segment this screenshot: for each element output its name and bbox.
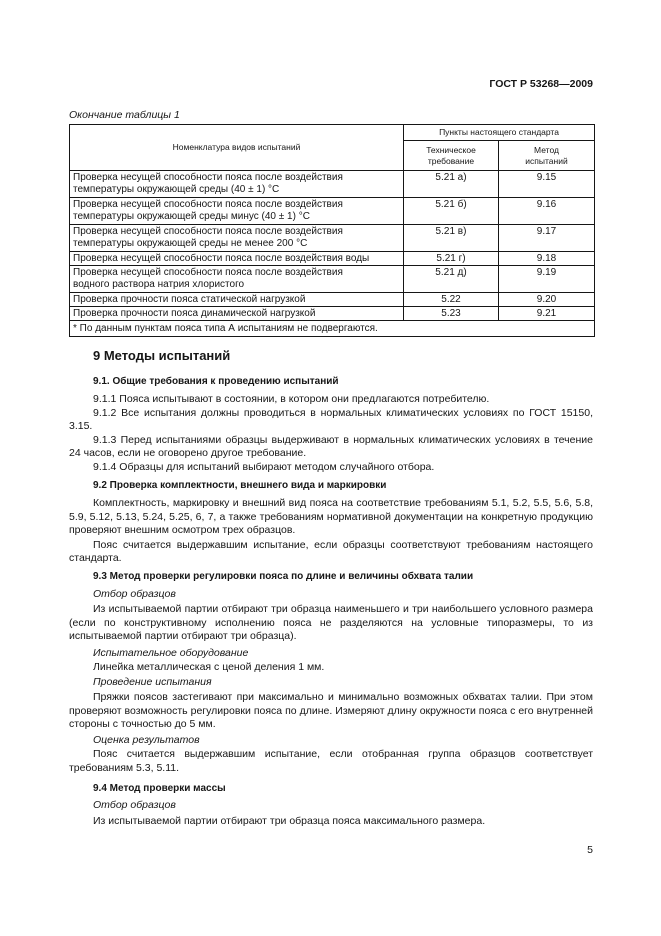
- equipment-subheading: Испытательное оборудование: [93, 647, 249, 659]
- method-clause-cell: 9.20: [499, 293, 595, 307]
- requirement-clause-cell: 5.23: [404, 307, 499, 321]
- clause-9-1-2: 9.1.2 Все испытания должны проводиться в нормальных климатических условиях по ГОСТ 15150, 3.15.: [69, 406, 593, 432]
- mass-sampling-subheading: Отбор образцов: [93, 799, 176, 811]
- table-row: [70, 293, 595, 307]
- requirement-clause-cell: 5.21 д): [404, 266, 499, 293]
- column-header-technical-requirement: Техническое требование: [404, 141, 499, 171]
- completeness-check-paragraph: Комплектность, маркировку и внешний вид пояса на соответствие требованиям 5.1, 5.2, 5.5, 5.6, 5.8, 5.9, 5.12, 5.13, 5.24, 5.25, 6, 7, а также требованиям нормативной документации на конкретную продукцию проверяют внешним осмотром трех образцов.: [69, 497, 593, 536]
- requirement-clause-cell: 5.22: [404, 293, 499, 307]
- procedure-paragraph: Пряжки поясов застегивают при максимально и минимально возможных обхватах талии. При этом проверяют возможность регулировки пояса по длине. Измеряют длину окружности пояса с его внутренней стороны с точностью до 5 мм.: [69, 691, 593, 730]
- column-group-header-standard-clauses: Пункты настоящего стандарта: [404, 125, 595, 141]
- evaluation-subheading: Оценка результатов: [93, 734, 200, 746]
- test-name-cell: Проверка несущей способности пояса после воздействия температуры окружающей среды не менее 200 °С: [70, 225, 404, 252]
- table-row: [70, 171, 595, 198]
- tests-table: [69, 124, 595, 337]
- table-continuation-caption: Окончание таблицы 1: [69, 109, 180, 121]
- table-footnote: * По данным пунктам пояса типа А испытаниям не подвергаются.: [70, 321, 595, 337]
- test-name-cell: Проверка прочности пояса динамической нагрузкой: [70, 307, 404, 321]
- subsection-9-1-heading: 9.1. Общие требования к проведению испытаний: [93, 376, 339, 387]
- test-name-cell: Проверка несущей способности пояса после воздействия температуры окружающей среды минус (40 ± 1) °С: [70, 198, 404, 225]
- document-designation: ГОСТ Р 53268—2009: [489, 78, 593, 90]
- sampling-subheading: Отбор образцов: [93, 588, 176, 600]
- requirement-clause-cell: 5.21 г): [404, 252, 499, 266]
- table-row: [70, 266, 595, 293]
- table-row: [70, 198, 595, 225]
- method-clause-cell: 9.17: [499, 225, 595, 252]
- table-row: [70, 252, 595, 266]
- clause-9-1-4: 9.1.4 Образцы для испытаний выбирают методом случайного отбора.: [93, 460, 435, 473]
- subsection-9-2-heading: 9.2 Проверка комплектности, внешнего вида и маркировки: [93, 480, 387, 491]
- clause-9-1-3: 9.1.3 Перед испытаниями образцы выдерживают в нормальных климатических условиях в течение 24 часов, если не оговорено другое требование.: [69, 433, 593, 459]
- test-name-cell: Проверка несущей способности пояса после воздействия температуры окружающей среды (40 ± 1) °С: [70, 171, 404, 198]
- table-row: [70, 225, 595, 252]
- equipment-paragraph: Линейка металлическая с ценой деления 1 мм.: [93, 660, 325, 673]
- clause-9-1-1: 9.1.1 Пояса испытывают в состоянии, в котором они предлагаются потребителю.: [93, 393, 490, 405]
- mass-sampling-paragraph: Из испытываемой партии отбирают три образца пояса максимального размера.: [93, 814, 486, 827]
- table-footnote-row: [70, 321, 595, 337]
- test-name-cell: Проверка несущей способности пояса после воздействия водного раствора натрия хлористого: [70, 266, 404, 293]
- completeness-acceptance-paragraph: Пояс считается выдержавшим испытание, если образцы соответствуют требованиям настоящего стандарта.: [69, 538, 593, 564]
- section-9-title: 9 Методы испытаний: [93, 348, 231, 363]
- requirement-clause-cell: 5.21 а): [404, 171, 499, 198]
- test-name-cell: Проверка прочности пояса статической нагрузкой: [70, 293, 404, 307]
- sampling-paragraph: Из испытываемой партии отбирают три образца наименьшего и три наибольшего условного размера (если по конструктивному исполнению пояса не разделяются на условные типоразмеры, то из испытываемой партии отбирают три образца).: [69, 603, 593, 642]
- column-header-test-nomenclature: Номенклатура видов испытаний: [70, 125, 404, 171]
- requirement-clause-cell: 5.21 в): [404, 225, 499, 252]
- subsection-9-3-heading: 9.3 Метод проверки регулировки пояса по длине и величины обхвата талии: [93, 571, 474, 582]
- column-header-test-method: Метод испытаний: [499, 141, 595, 171]
- test-name-cell: Проверка несущей способности пояса после воздействия воды: [70, 252, 404, 266]
- procedure-subheading: Проведение испытания: [93, 676, 212, 688]
- evaluation-paragraph: Пояс считается выдержавшим испытание, если отобранная группа образцов соответствует требованиям 5.3, 5.11.: [69, 748, 593, 774]
- table-header-row: [70, 125, 595, 141]
- method-clause-cell: 9.18: [499, 252, 595, 266]
- method-clause-cell: 9.16: [499, 198, 595, 225]
- subsection-9-4-heading: 9.4 Метод проверки массы: [93, 783, 226, 794]
- page-number: 5: [587, 844, 593, 856]
- table-row: [70, 307, 595, 321]
- method-clause-cell: 9.21: [499, 307, 595, 321]
- method-clause-cell: 9.19: [499, 266, 595, 293]
- requirement-clause-cell: 5.21 б): [404, 198, 499, 225]
- method-clause-cell: 9.15: [499, 171, 595, 198]
